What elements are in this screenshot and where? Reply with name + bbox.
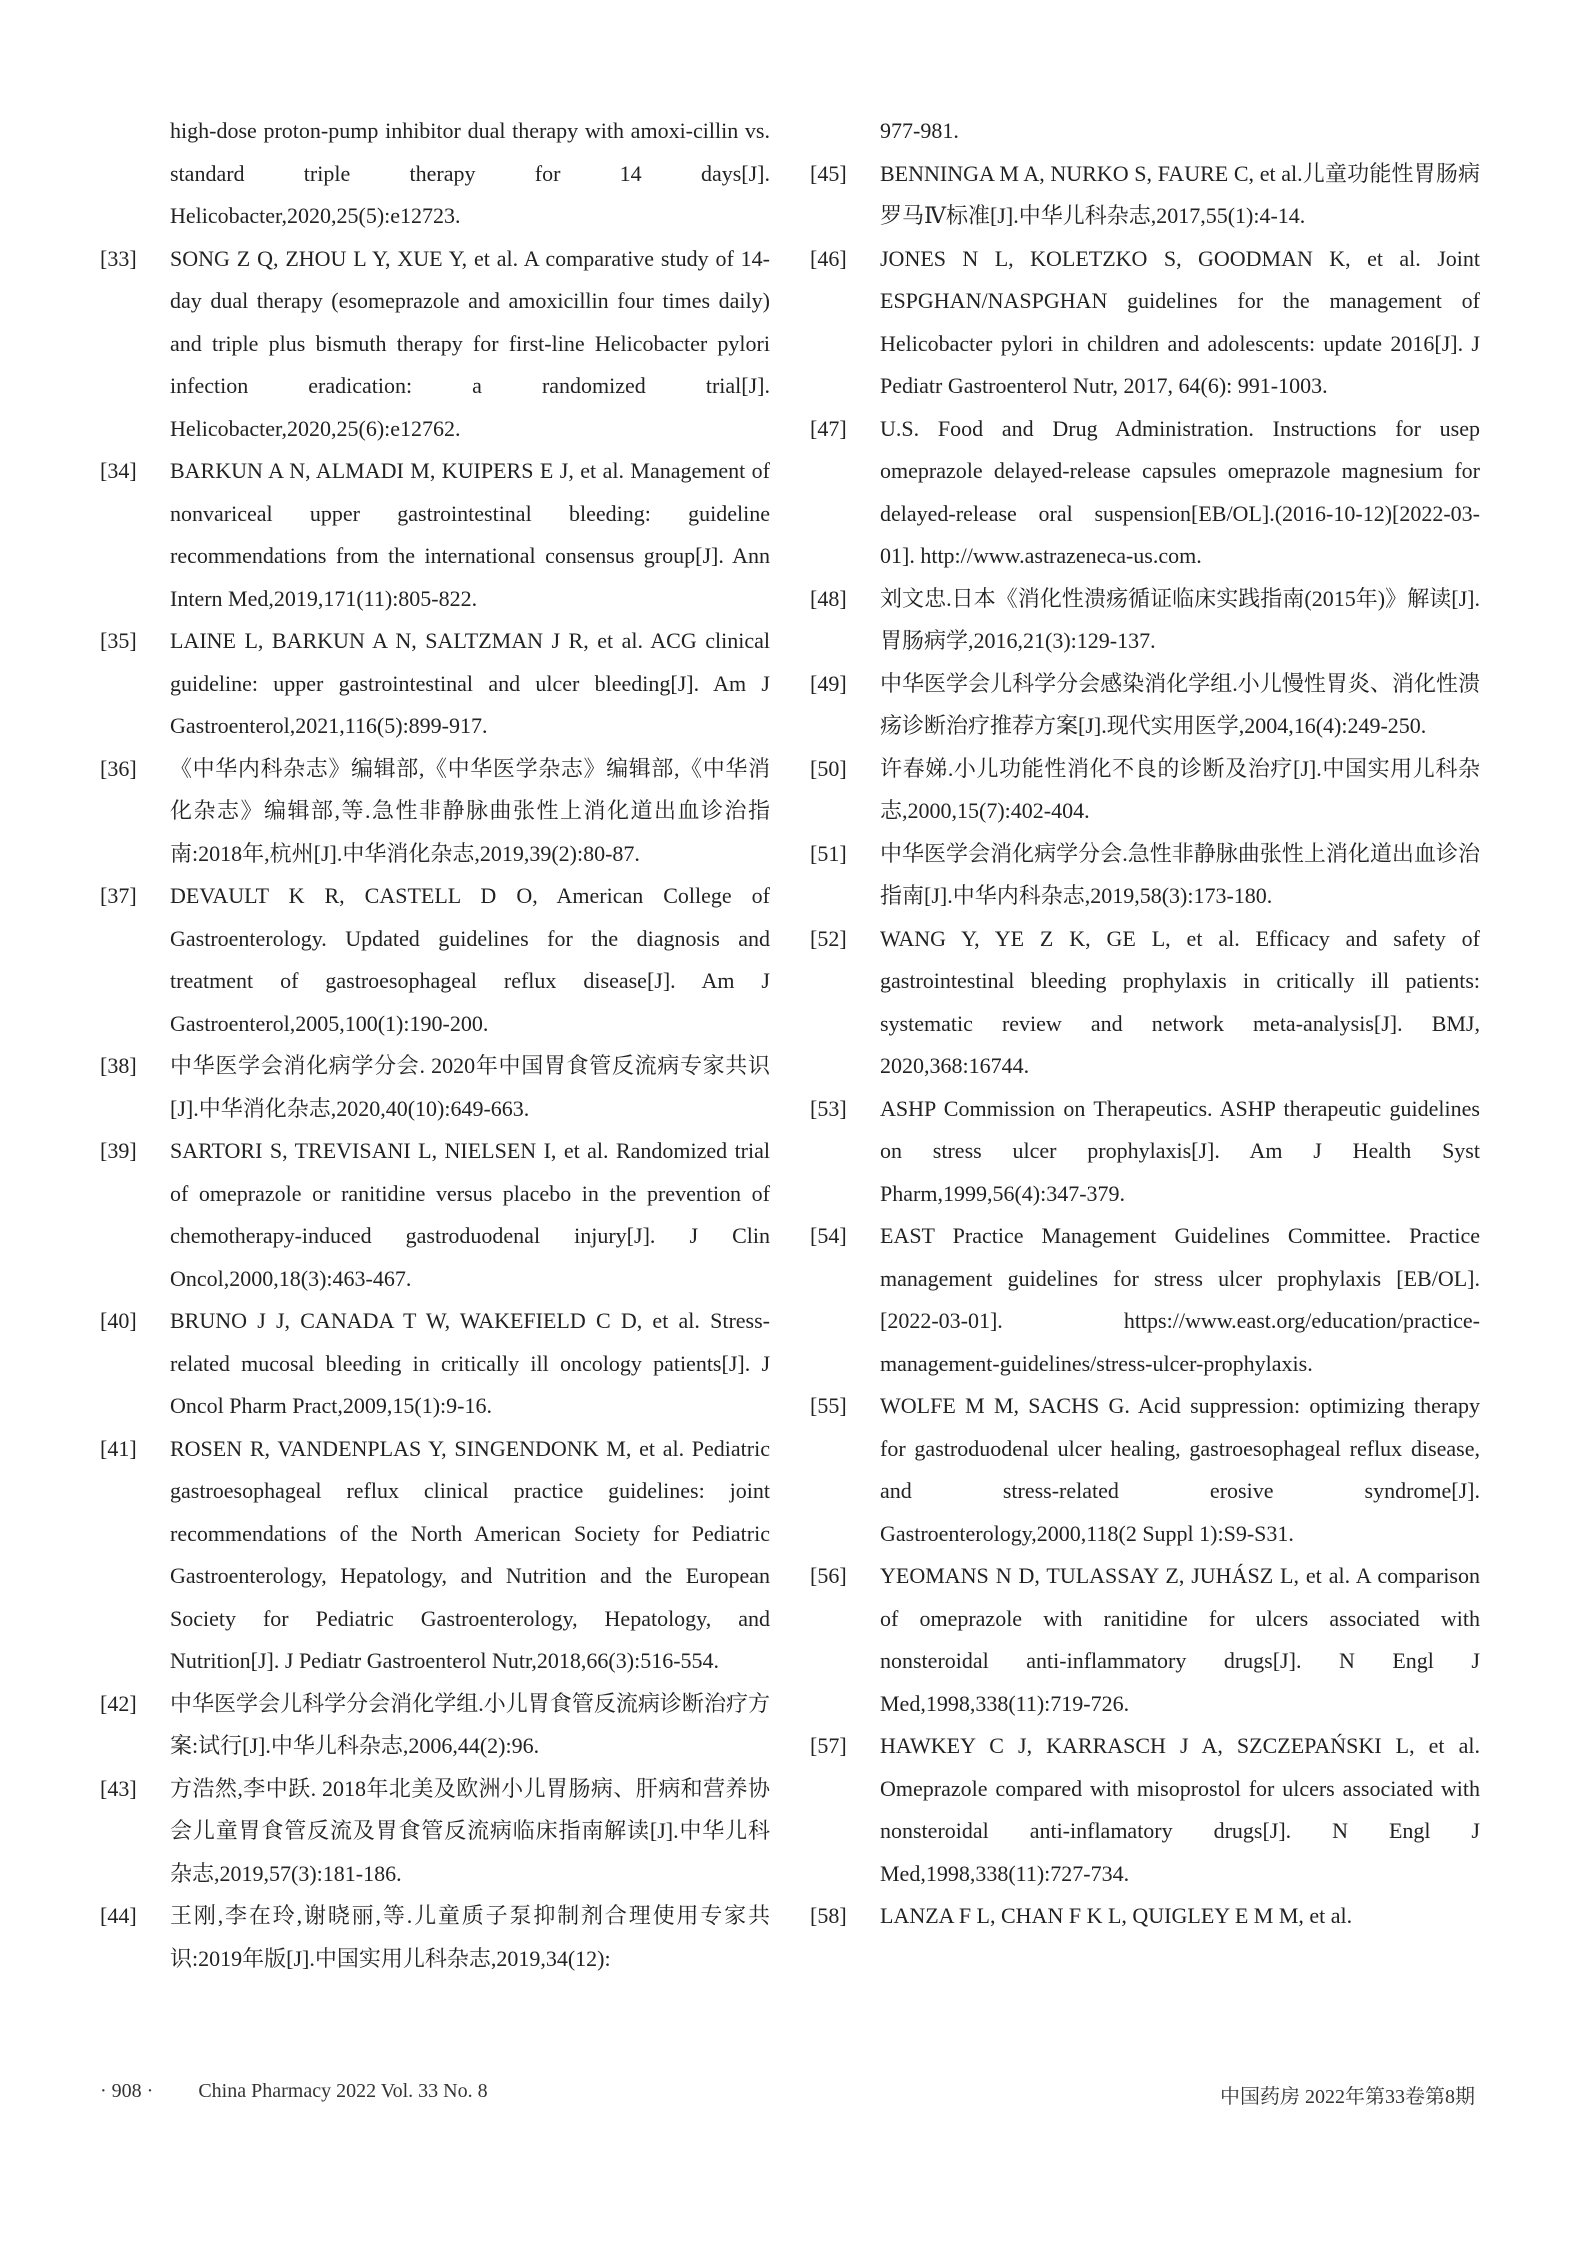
reference-number: [53] <box>810 1095 847 1121</box>
reference-number: [39] <box>100 1138 137 1163</box>
reference-number: [37] <box>100 883 137 908</box>
reference-text: 中华医学会儿科学分会感染消化学组.小儿慢性胃炎、消化性溃疡诊断治疗推荐方案[J].现代实用医学,2004,16(4):249-250. <box>880 670 1480 738</box>
reference-entry <box>100 1045 770 1130</box>
reference-entry <box>810 153 1480 238</box>
reference-number: [42] <box>100 1690 137 1716</box>
reference-entry <box>810 663 1480 748</box>
reference-text: YEOMANS N D, TULASSAY Z, JUHÁSZ L, et al. A comparison of omeprazole with ranitidine for ulcers associated with nonsteroidal anti-inflammatory drugs[J]. N Engl J Med,1998,338(11):719-726. <box>880 1563 1480 1716</box>
reference-text: LANZA F L, CHAN F K L, QUIGLEY E M M, et al. <box>880 1903 1353 1928</box>
reference-text: JONES N L, KOLETZKO S, GOODMAN K, et al. Joint ESPGHAN/NASPGHAN guidelines for the management of Helicobacter pylori in children and adolescents: update 2016[J]. J Pediatr Gastroenterol Nutr, 2017, 64(6): 991-1003. <box>880 245 1480 398</box>
reference-number: [57] <box>810 1733 847 1758</box>
reference-text: WOLFE M M, SACHS G. Acid suppression: optimizing therapy for gastroduodenal ulcer healing, gastroesophageal reflux disease, and stress-related erosive syndrome[J]. Gastroenterology,2000,118(2 Suppl 1):S9-S31. <box>880 1393 1480 1546</box>
reference-text: BRUNO J J, CANADA T W, WAKEFIELD C D, et al. Stress-related mucosal bleeding in critically ill oncology patients[J]. J Oncol Pharm Pract,2009,15(1):9-16. <box>170 1308 770 1418</box>
reference-entry <box>810 1088 1480 1216</box>
reference-text: SONG Z Q, ZHOU L Y, XUE Y, et al. A comparative study of 14-day dual therapy (esomeprazole and amoxicillin four times daily) and triple plus bismuth therapy for first-line Helicobacter pylori infection eradication: a randomized trial[J]. Helicobacter,2020,25(6):e12762. <box>170 245 770 441</box>
reference-text: 许春娣.小儿功能性消化不良的诊断及治疗[J].中国实用儿科杂志,2000,15(7):402-404. <box>880 755 1480 823</box>
reference-text: HAWKEY C J, KARRASCH J A, SZCZEPAŃSKI L, et al. Omeprazole compared with misoprostol for ulcers associated with nonsteroidal anti-inflamatory drugs[J]. N Engl J Med,1998,338(11):727-734. <box>880 1733 1480 1886</box>
reference-number: [51] <box>810 840 847 866</box>
journal-info-en: China Pharmacy 2022 Vol. 33 No. 8 <box>198 2080 488 2102</box>
page-number: · 908 · <box>100 2080 154 2102</box>
reference-entry <box>100 1683 770 1768</box>
reference-entry <box>100 1428 770 1683</box>
reference-entry <box>100 450 770 620</box>
reference-entry <box>810 1555 1480 1725</box>
reference-text: 中华医学会消化病学分会. 2020年中国胃食管反流病专家共识[J].中华消化杂志,2020,40(10):649-663. <box>170 1053 770 1121</box>
reference-number: [40] <box>100 1308 137 1333</box>
reference-entry <box>100 1895 770 1980</box>
reference-column-left <box>100 110 770 1980</box>
reference-number: [47] <box>810 415 847 441</box>
reference-text: 方浩然,李中跃. 2018年北美及欧洲小儿胃肠病、肝病和营养协会儿童胃食管反流及胃食管反流病临床指南解读[J].中华儿科杂志,2019,57(3):181-186. <box>170 1775 770 1886</box>
reference-number: [44] <box>100 1903 137 1928</box>
reference-entry <box>100 875 770 1045</box>
reference-number: [33] <box>100 245 137 271</box>
reference-number: [34] <box>100 458 137 483</box>
reference-entry <box>810 833 1480 918</box>
reference-entry <box>810 748 1480 833</box>
reference-entry <box>810 1895 1480 1938</box>
reference-number: [38] <box>100 1053 137 1078</box>
reference-entry <box>100 748 770 876</box>
reference-entry <box>810 238 1480 408</box>
reference-text: BENNINGA M A, NURKO S, FAURE C, et al.儿童功能性胃肠病罗马Ⅳ标准[J].中华儿科杂志,2017,55(1):4-14. <box>880 160 1480 228</box>
reference-entry <box>100 238 770 451</box>
reference-text: BARKUN A N, ALMADI M, KUIPERS E J, et al. Management of nonvariceal upper gastrointestinal bleeding: guideline recommendations from the international consensus group[J]. Ann Intern Med,2019,171(11):805-822. <box>170 458 770 611</box>
reference-number: [46] <box>810 245 847 271</box>
journal-info-cn: 中国药房 2022年第33卷第8期 <box>1220 2086 1475 2108</box>
reference-number: [50] <box>810 755 847 781</box>
reference-number: [43] <box>100 1775 137 1801</box>
reference-number: [36] <box>100 755 137 781</box>
reference-number: [56] <box>810 1563 847 1588</box>
reference-entry <box>100 1300 770 1428</box>
reference-column-right <box>810 110 1480 1938</box>
reference-number: [48] <box>810 585 847 611</box>
reference-entry <box>100 1768 770 1896</box>
reference-number: [45] <box>810 160 847 186</box>
reference-number: [41] <box>100 1435 137 1461</box>
reference-text: SARTORI S, TREVISANI L, NIELSEN I, et al. Randomized trial of omeprazole or ranitidine versus placebo in the prevention of chemotherapy-induced gastroduodenal injury[J]. J Clin Oncol,2000,18(3):463-467. <box>170 1138 770 1291</box>
reference-entry <box>810 408 1480 578</box>
reference-text: LAINE L, BARKUN A N, SALTZMAN J R, et al. ACG clinical guideline: upper gastrointestinal and ulcer bleeding[J]. Am J Gastroenterol,2021,116(5):899-917. <box>170 628 770 738</box>
reference-text: ROSEN R, VANDENPLAS Y, SINGENDONK M, et al. Pediatric gastroesophageal reflux clinical practice guidelines: joint recommendations of the North American Society for Pediatric Gastroenterology, Hepatology, and Nutrition and the European Society for Pediatric Gastroenterology, Hepatology, and Nutrition[J]. J Pediatr Gastroenterol Nutr,2018,66(3):516-554. <box>170 1435 770 1673</box>
reference-entry <box>810 1215 1480 1385</box>
reference-text: 王刚,李在玲,谢晓丽,等.儿童质子泵抑制剂合理使用专家共识:2019年版[J].中国实用儿科杂志,2019,34(12): <box>170 1903 770 1971</box>
reference-text: EAST Practice Management Guidelines Committee. Practice management guidelines for stress ulcer prophylaxis [EB/OL]. [2022-03-01]. https://www.east.org/education/practice-management-guidelines/stress-ulcer-prophylaxis. <box>880 1223 1480 1376</box>
reference-entry <box>100 620 770 748</box>
reference-entry <box>810 918 1480 1088</box>
reference-entry <box>810 1385 1480 1555</box>
reference-entry <box>810 578 1480 663</box>
reference-continuation: high-dose proton-pump inhibitor dual therapy with amoxi-cillin vs. standard triple therapy for 14 days[J]. Helicobacter,2020,25(5):e12723. <box>170 118 770 228</box>
reference-number: [52] <box>810 925 847 951</box>
reference-number: [54] <box>810 1223 847 1248</box>
reference-text: DEVAULT K R, CASTELL D O, American College of Gastroenterology. Updated guidelines for the diagnosis and treatment of gastroesophageal reflux disease[J]. Am J Gastroenterol,2005,100(1):190-200. <box>170 883 770 1036</box>
reference-number: [49] <box>810 670 847 696</box>
reference-text: U.S. Food and Drug Administration. Instructions for usep omeprazole delayed-release capsules omeprazole magnesium for delayed-release oral suspension[EB/OL].(2016-10-12)[2022-03-01]. http://www.astrazeneca-us.com. <box>880 415 1480 568</box>
reference-text: WANG Y, YE Z K, GE L, et al. Efficacy and safety of gastrointestinal bleeding prophylaxis in critically ill patients: systematic review and network meta-analysis[J]. BMJ, 2020,368:16744. <box>880 925 1480 1078</box>
reference-list-left <box>100 238 770 1981</box>
footer-right <box>1220 2080 1475 2109</box>
reference-number: [35] <box>100 628 137 653</box>
reference-continuation: 977-981. <box>880 118 959 143</box>
reference-number: [55] <box>810 1393 847 1418</box>
reference-text: 中华医学会儿科学分会消化学组.小儿胃食管反流病诊断治疗方案:试行[J].中华儿科杂志,2006,44(2):96. <box>170 1690 770 1758</box>
reference-text: 中华医学会消化病学分会.急性非静脉曲张性上消化道出血诊治指南[J].中华内科杂志,2019,58(3):173-180. <box>880 840 1480 908</box>
footer-left <box>100 2080 488 2103</box>
reference-text: 刘文忠.日本《消化性溃疡循证临床实践指南(2015年)》解读[J].胃肠病学,2016,21(3):129-137. <box>880 585 1480 653</box>
reference-text: 《中华内科杂志》编辑部,《中华医学杂志》编辑部,《中华消化杂志》编辑部,等.急性非静脉曲张性上消化道出血诊治指南:2018年,杭州[J].中华消化杂志,2019,39(2):80-87. <box>170 755 770 866</box>
reference-entry <box>810 1725 1480 1895</box>
reference-number: [58] <box>810 1903 847 1928</box>
reference-list-right <box>810 153 1480 1938</box>
reference-text: ASHP Commission on Therapeutics. ASHP therapeutic guidelines on stress ulcer prophylaxis[J]. Am J Health Syst Pharm,1999,56(4):347-379. <box>880 1095 1480 1206</box>
reference-entry <box>100 1130 770 1300</box>
